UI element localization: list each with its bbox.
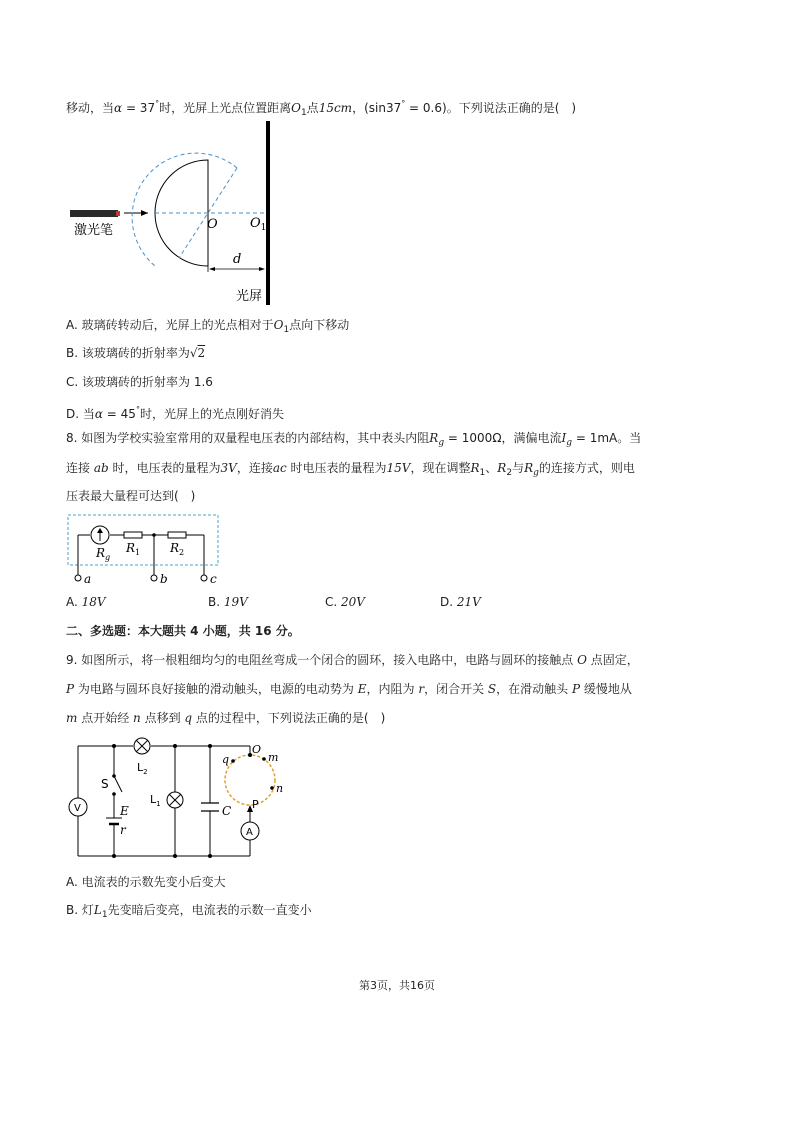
svg-text:O: O [252, 743, 262, 756]
svg-text:C: C [222, 804, 232, 818]
q8-stem-line-1: 8. 如图为学校实验室常用的双量程电压表的内部结构，其中表头内阻$R_g = 1000\Omega$，满偏电流$I_g = 1mA$。当 [66, 431, 642, 448]
svg-text:b: b [160, 572, 168, 586]
point-O1-label: $O_1$ [250, 216, 267, 233]
q8-stem-line-2: 连接 ab 时，电压表的量程为3V，连接ac 时电压表的量程为15V，现在调整$R_1$、$R_2$与$R_g$的连接方式，则电 [66, 461, 635, 478]
svg-text:Rg: $R_g$ [96, 546, 111, 562]
svg-text:S: S [101, 777, 109, 791]
svg-text:R2: $R_2$ [170, 541, 185, 557]
q9-stem-line-1: 9. 如图所示，将一根粗细均匀的电阻丝弯成一个闭合的圆环，接入电路中，电路与圆环的接触点 O 点固定， [66, 653, 639, 667]
q7-option-c: C. 该玻璃砖的折射率为 1.6 [66, 375, 213, 389]
svg-text:a: a [84, 572, 92, 586]
q8-option-b: B. 19V [208, 595, 248, 609]
q7-stem-line: 移动，当α = 37°时，光屏上光点位置距离$O_1$点15cm，(sin37° = 0.6)。下列说法正确的是( ) [66, 99, 577, 118]
q9-option-b: B. 灯$L_1$先变暗后变亮，电流表的示数一直变小 [66, 903, 312, 920]
svg-text:c: c [210, 572, 217, 586]
page-footer: 第3页，共16页 [359, 979, 435, 992]
svg-text:r: r [120, 823, 126, 837]
svg-text:L1: $L_1$ [150, 793, 161, 808]
svg-text:R1: $R_1$ [126, 541, 141, 557]
screen-label: 光屏 [236, 289, 263, 304]
q8-option-c: C. 20V [325, 595, 365, 609]
svg-text:n: n [276, 782, 284, 795]
q7-option-b: B. 该玻璃砖的折射率为√2 [66, 346, 206, 360]
svg-text:E: E [120, 804, 129, 818]
section-2-heading: 二、多选题：本大题共 4 小题，共 16 分。 [66, 624, 300, 638]
svg-text:P: P [252, 798, 259, 811]
q7-option-a: A. 玻璃砖转动后，光屏上的光点相对于$O_1$点向下移动 [66, 318, 350, 335]
q7-option-d: D. 当α = 45°时，光屏上的光点刚好消失 [66, 405, 284, 421]
distance-d-label: d [233, 252, 242, 267]
svg-text:q: q [222, 753, 230, 766]
point-O-label: O [207, 217, 218, 232]
svg-text:m: m [268, 751, 279, 764]
q8-option-a: A. 18V [66, 595, 106, 609]
laser-label: 激光笔 [74, 223, 114, 238]
svg-text:V: V [74, 803, 81, 814]
q9-stem-line-2: P 为电路与圆环良好接触的滑动触头，电源的电动势为 E，内阻为 r，闭合开关 S，在滑动触头 P 缓慢地从 [66, 682, 632, 696]
q8-stem-line-3: 压表最大量程可达到( ) [66, 489, 196, 503]
q9-option-a: A. 电流表的示数先变小后变大 [66, 875, 226, 889]
q8-option-d: D. 21V [440, 595, 481, 609]
svg-text:A: A [246, 827, 253, 838]
svg-text:L2: $L_2$ [137, 761, 148, 776]
q9-stem-line-3: m 点开始经 n 点移到 q 点的过程中，下列说法正确的是( ) [66, 711, 386, 725]
